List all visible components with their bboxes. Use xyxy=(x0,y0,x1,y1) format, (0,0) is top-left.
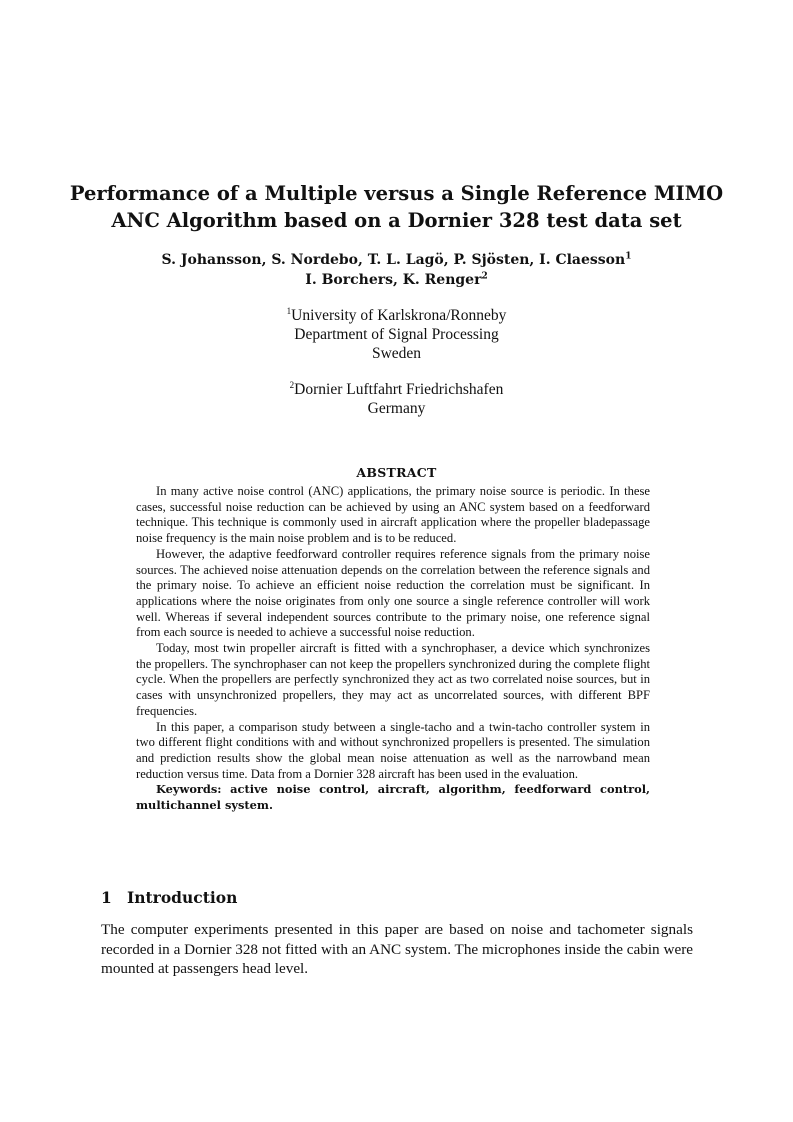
affiliation-2-country: Germany xyxy=(367,400,426,417)
section-number: 1 xyxy=(101,888,112,907)
abstract-paragraph-1: In many active noise control (ANC) applications, the primary noise source is periodic. In these cases, successful noise reduction can be achieved by using an ANC system based on a feedforward technique. This technique is commonly used in aircraft application where the propeller bladepassage noise frequency is the main noise problem and is to be reduced. xyxy=(136,484,650,546)
affiliation-1-line-1 xyxy=(60,306,733,325)
authors-affil-mark-1: 1 xyxy=(625,251,632,262)
affiliation-1-department: Department of Signal Processing xyxy=(294,326,499,343)
affiliation-1 xyxy=(60,306,733,363)
affiliation-1-mark: 1 xyxy=(286,305,292,316)
authors-group-2: I. Borchers, K. Renger xyxy=(305,272,482,288)
title-line-2: ANC Algorithm based on a Dornier 328 test data set xyxy=(111,209,682,232)
author-list xyxy=(60,250,733,290)
authors-line-1 xyxy=(60,250,733,270)
intro-paragraph: The computer experiments presented in this paper are based on noise and tachometer signals recorded in a Dornier 328 not fitted with an ANC system. The microphones inside the cabin were mounted at passengers head level. xyxy=(101,921,693,978)
affiliation-2-mark: 2 xyxy=(289,379,295,390)
section-title: Introduction xyxy=(127,888,238,907)
abstract-paragraph-2: However, the adaptive feedforward controller requires reference signals from the primary noise sources. The achieved noise attenuation depends on the correlation between the reference signals and the primary noise. To achieve an efficient noise reduction the correlation must be significant. In applications where the noise originates from only one source a single reference controller will work well. Whereas if several independent sources contribute to the primary noise, one reference signal from each source is needed to achieve a successful noise reduction. xyxy=(136,546,650,640)
abstract-heading: ABSTRACT xyxy=(356,465,437,480)
affiliation-2 xyxy=(60,380,733,418)
paper-title xyxy=(60,180,733,234)
authors-affil-mark-2: 2 xyxy=(481,271,488,282)
affiliation-1-university: University of Karlskrona/Ronneby xyxy=(291,307,507,324)
affiliation-2-line-1 xyxy=(60,380,733,399)
section-heading xyxy=(101,888,237,907)
abstract-body xyxy=(136,484,650,814)
keywords: Keywords: active noise control, aircraft, algorithm, feedforward control, multichannel system. xyxy=(136,782,650,813)
authors-group-1: S. Johansson, S. Nordebo, T. L. Lagö, P. Sjösten, I. Claesson xyxy=(161,252,626,268)
abstract-paragraph-4: In this paper, a comparison study between a single-tacho and a twin-tacho controller system in two different flight conditions with and without synchronized propellers is presented. The simulation and prediction results show the global mean noise attenuation as well as the narrowband mean reduction versus time. Data from a Dornier 328 aircraft has been used in the evaluation. xyxy=(136,719,650,781)
affiliation-2-company: Dornier Luftfahrt Friedrichshafen xyxy=(294,381,504,398)
affiliation-1-country: Sweden xyxy=(371,345,422,362)
title-line-1: Performance of a Multiple versus a Single Reference MIMO xyxy=(69,182,724,205)
authors-line-2 xyxy=(60,270,733,290)
abstract-paragraph-3: Today, most twin propeller aircraft is fitted with a synchrophaser, a device which synchronizes the propellers. The synchrophaser can not keep the propellers synchronized during the complete flight cycle. When the propellers are perfectly synchronized they act as two correlated noise sources, but in cases with unsynchronized propellers, they may act as uncorrelated sources, with different BPF frequencies. xyxy=(136,641,650,718)
